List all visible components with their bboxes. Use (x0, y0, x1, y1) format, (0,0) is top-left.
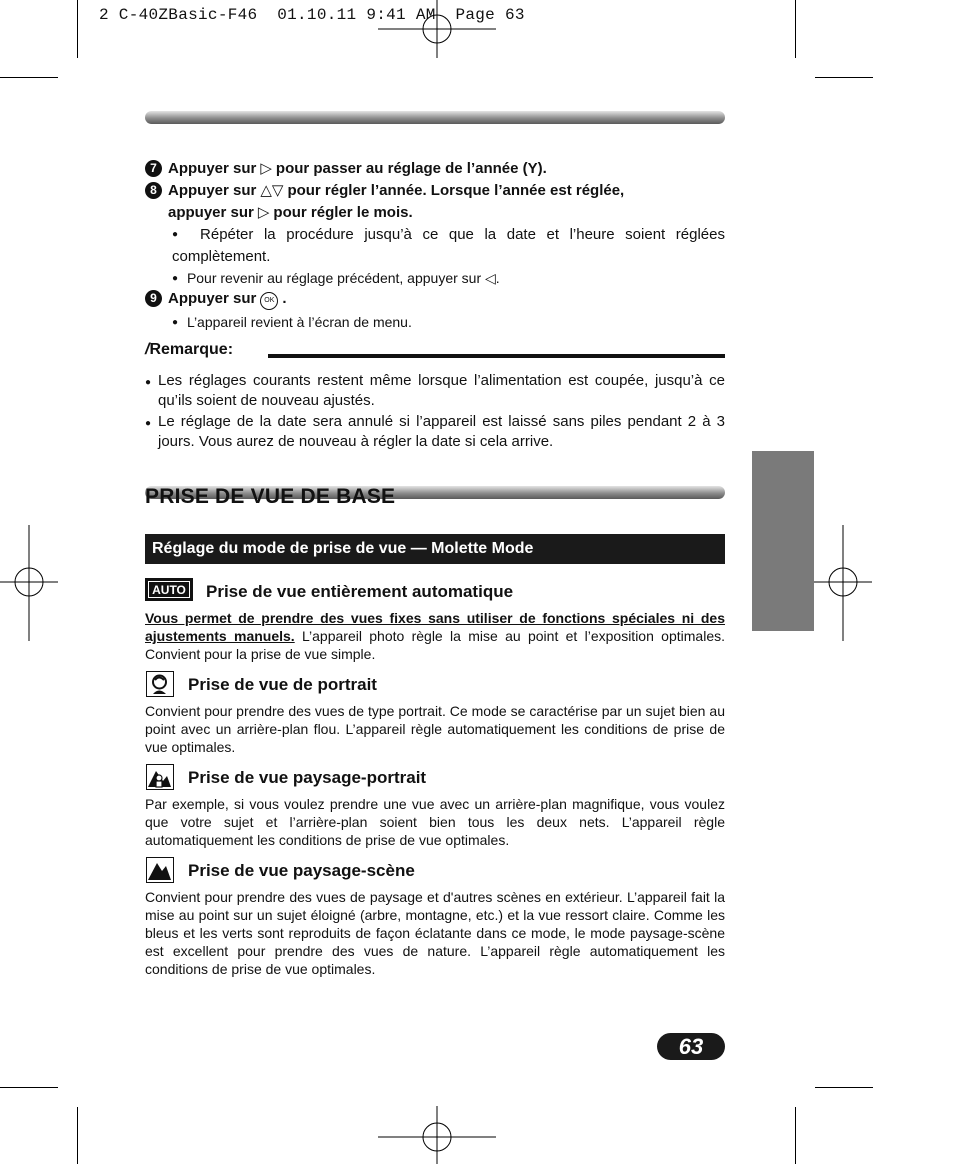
print-slug: 2 C-40ZBasic-F46 01.10.11 9:41 AM Page 63 (99, 6, 525, 24)
mode-landscape-portrait-heading (145, 768, 725, 788)
mode-text: L’appareil photo règle la mise au point et l’exposition optimales. Convient pour la prise de vue simple. (145, 628, 725, 662)
crop-mark-tr-h (815, 77, 873, 78)
remark-item-2 (145, 412, 725, 452)
step-8-note-2 (172, 267, 725, 290)
auto-mode-icon: AUTO (145, 578, 193, 601)
mode-title: Prise de vue paysage-scène (188, 861, 415, 880)
step-number: 7 (145, 160, 162, 177)
mode-emphasis: Vous permet de prendre des vues fixes sans utiliser de fonctions spéciales ni des ajustements manuels. (145, 610, 725, 644)
mode-landscape-portrait-description: Par exemple, si vous voulez prendre une vue avec un arrière-plan magnifique, vous voulez que votre sujet et l’arrière-plan soient bien tous les deux nets. L’appareil règle automatiquement les conditions de prise de vue optimales. (145, 796, 725, 848)
remark-text: Les réglages courants restent même lorsque l’alimentation est coupée, jusqu’à ce qu’ils soient de nouveau ajustés. (158, 372, 725, 409)
crop-mark-br-h (815, 1087, 873, 1088)
portrait-mode-icon (146, 671, 174, 697)
crop-mark-tl-v (77, 0, 78, 58)
step-9 (145, 288, 725, 310)
step-number: 9 (145, 290, 162, 307)
crop-mark-br-v (795, 1107, 796, 1164)
step-text: Appuyer sur (168, 182, 257, 199)
step-text: appuyer sur (168, 204, 254, 221)
step-text: pour régler l’année. Lorsque l’année est réglée, (287, 182, 625, 199)
mode-auto-description (145, 609, 725, 663)
step-8 (145, 180, 725, 202)
remark-rule (268, 354, 725, 358)
remark-label: Remarque: (149, 341, 234, 358)
up-down-arrows-icon: △▽ (260, 182, 284, 199)
landscape-scene-mode-icon (146, 857, 174, 883)
step-number: 8 (145, 182, 162, 199)
crop-mark-bl-h (0, 1087, 58, 1088)
band-title: Réglage du mode de prise de vue — Molette Mode (145, 534, 725, 564)
page-number: 63 (657, 1033, 725, 1060)
registration-mark-right (814, 525, 872, 641)
note-text: Répéter la procédure jusqu’à ce que la date et l’heure soient réglées complètement. (172, 226, 725, 265)
mode-landscape-scene-description: Convient pour prendre des vues de paysage et d'autres scènes en extérieur. L’appareil fait la mise au point sur un sujet éloigné (arbre, montagne, etc.) et la vue ressort claire. Comme les bleus et les verts sont reproduits de façon éclatante dans ce mode, le mode paysage-scène est excellent pour prendre des vues de nature. L’appareil règle automatiquement les conditions de prise de vue optimales. (145, 889, 725, 977)
crop-mark-tr-v (795, 0, 796, 58)
remark-text: Le réglage de la date sera annulé si l’appareil est laissé sans piles pendant 2 à 3 jours. Vous aurez de nouveau à régler la date si cela arrive. (158, 413, 725, 450)
top-rule (145, 111, 725, 124)
right-arrow-icon: ▷ (257, 204, 270, 221)
step-text: pour passer au réglage de l’année (Y). (275, 160, 547, 177)
crop-mark-bl-v (77, 1107, 78, 1164)
mode-title: Prise de vue paysage-portrait (188, 768, 427, 787)
remark-item-1 (145, 371, 725, 411)
note-text: Pour revenir au réglage précédent, appuyer sur (186, 270, 482, 286)
mode-landscape-scene-heading (145, 861, 725, 881)
mode-portrait-description: Convient pour prendre des vues de type portrait. Ce mode se caractérise par un sujet bien au point avec un arrière-plan flou. L’appareil règle automatiquement les conditions de prise de vue optimales. (145, 703, 725, 755)
mode-auto-heading (145, 582, 725, 602)
step-7 (145, 158, 725, 180)
mode-title: Prise de vue de portrait (188, 675, 377, 694)
crop-mark-tl-h (0, 77, 58, 78)
ok-button-icon: OK (260, 292, 278, 310)
registration-mark-top (378, 0, 496, 58)
mode-portrait-heading (145, 675, 725, 695)
step-9-note (172, 311, 725, 334)
step-text: Appuyer sur (168, 160, 257, 177)
registration-mark-bottom (378, 1106, 496, 1164)
step-text: . (282, 290, 287, 307)
step-text: pour régler le mois. (273, 204, 413, 221)
registration-mark-left (0, 525, 58, 641)
pencil-icon: / (145, 341, 150, 358)
landscape-portrait-mode-icon (146, 764, 174, 790)
section-title: PRISE DE VUE DE BASE (145, 485, 396, 508)
left-arrow-icon: ◁. (485, 270, 500, 286)
note-text: L’appareil revient à l’écran de menu. (186, 314, 412, 330)
step-8-note-1 (172, 224, 725, 268)
mode-title: Prise de vue entièrement automatique (206, 582, 514, 601)
step-text: Appuyer sur (168, 290, 257, 307)
side-tab (752, 451, 814, 631)
step-8-line2 (168, 202, 725, 224)
right-arrow-icon: ▷ (260, 160, 272, 177)
